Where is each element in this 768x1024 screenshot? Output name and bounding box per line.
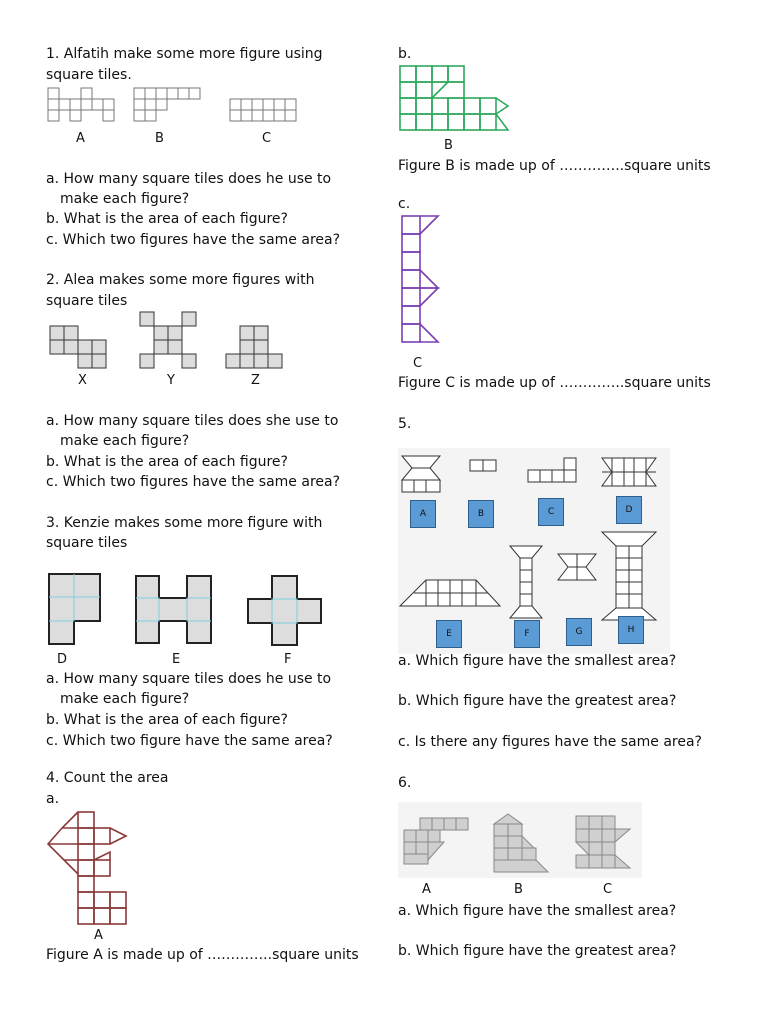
q3-label-e: E: [172, 652, 181, 667]
q3-question-a: a. How many square tiles does he use to: [46, 671, 332, 687]
q4-figure-b-text: Figure B is made up of …………..square units: [398, 158, 711, 174]
q5-title: 5.: [398, 416, 412, 432]
q2-question-a: a. How many square tiles does she use to: [46, 413, 339, 429]
q1-question-a-cont: make each figure?: [60, 191, 190, 207]
q3-question-a-cont: make each figure?: [60, 691, 190, 707]
q2-question-b: b. What is the area of each figure?: [46, 454, 288, 470]
q4-figure-b: [400, 66, 510, 134]
q2-label-y: Y: [167, 373, 175, 388]
q5-question-b: b. Which figure have the greatest area?: [398, 693, 677, 709]
q2-question-a-cont: make each figure?: [60, 433, 190, 449]
q1-question-a: a. How many square tiles does he use to: [46, 171, 332, 187]
q3-text-line1: 3. Kenzie makes some more figure with: [46, 515, 323, 531]
q5-box-g: G: [566, 618, 592, 646]
q4-figure-a-text: Figure A is made up of …………..square units: [46, 947, 359, 963]
q3-figure-e: [135, 575, 213, 645]
q4-figure-b-label: B: [444, 138, 453, 153]
q4-figure-c-text: Figure C is made up of …………..square units: [398, 375, 711, 391]
q5-figure-a: [402, 456, 442, 494]
q1-label-a: A: [76, 131, 85, 146]
q5-figure-e: [400, 580, 502, 608]
q3-label-d: D: [57, 652, 68, 667]
q5-figure-f: [510, 546, 544, 620]
q1-figure-b: [134, 88, 204, 128]
q2-question-c: c. Which two figures have the same area?: [46, 474, 341, 490]
q5-question-c: c. Is there any figures have the same area?: [398, 734, 702, 750]
q4-figure-c: [402, 216, 444, 350]
q5-box-c: C: [538, 498, 564, 526]
q4-figure-a: [48, 812, 128, 924]
q4-part-b-label: b.: [398, 46, 412, 62]
q5-box-b: B: [468, 500, 494, 528]
q5-box-h: H: [618, 616, 644, 644]
q5-figure-h: [602, 532, 658, 622]
q4-title: 4. Count the area: [46, 770, 169, 786]
q3-text-line2: square tiles: [46, 535, 128, 551]
q1-question-b: b. What is the area of each figure?: [46, 211, 288, 227]
q2-text-line1: 2. Alea makes some more figures with: [46, 272, 315, 288]
q1-text-line1: 1. Alfatih make some more figure using: [46, 46, 323, 62]
q5-figure-g: [558, 554, 598, 582]
q5-box-a: A: [410, 500, 436, 528]
q6-figure-c: [576, 816, 634, 874]
q2-figure-z: [226, 326, 286, 368]
q6-question-b: b. Which figure have the greatest area?: [398, 943, 677, 959]
q4-figure-c-label: C: [413, 356, 423, 371]
q3-question-b: b. What is the area of each figure?: [46, 712, 288, 728]
q5-box-d: D: [616, 496, 642, 524]
q1-figure-c: [230, 99, 300, 129]
q5-figure-c: [524, 458, 580, 484]
q5-box-e: E: [436, 620, 462, 648]
q1-label-b: B: [155, 131, 164, 146]
q4-part-a-label: a.: [46, 791, 60, 807]
q1-question-c: c. Which two figures have the same area?: [46, 232, 341, 248]
q6-question-a: a. Which figure have the smallest area?: [398, 903, 677, 919]
q4-figure-a-label: A: [94, 928, 103, 943]
q2-figure-x: [50, 326, 110, 368]
q5-figure-b: [470, 460, 498, 472]
q6-label-c: C: [603, 882, 613, 897]
q1-figure-a: [48, 88, 118, 128]
q6-figure-b: [494, 814, 550, 874]
q1-label-c: C: [262, 131, 272, 146]
q3-question-c: c. Which two figure have the same area?: [46, 733, 333, 749]
q6-label-b: B: [514, 882, 523, 897]
q5-question-a: a. Which figure have the smallest area?: [398, 653, 677, 669]
q2-figure-y: [140, 312, 200, 368]
q6-label-a: A: [422, 882, 431, 897]
q3-figure-d: [48, 573, 102, 645]
q5-figure-d: [602, 458, 658, 488]
q1-text-line2: square tiles.: [46, 67, 132, 83]
q2-label-z: Z: [251, 373, 260, 388]
q6-title: 6.: [398, 775, 412, 791]
q3-label-f: F: [284, 652, 292, 667]
q6-figure-a: [404, 818, 470, 866]
q5-box-f: F: [514, 620, 540, 648]
q4-part-c-label: c.: [398, 196, 411, 212]
q3-figure-f: [247, 575, 323, 647]
q2-label-x: X: [78, 373, 87, 388]
q2-text-line2: square tiles: [46, 293, 128, 309]
